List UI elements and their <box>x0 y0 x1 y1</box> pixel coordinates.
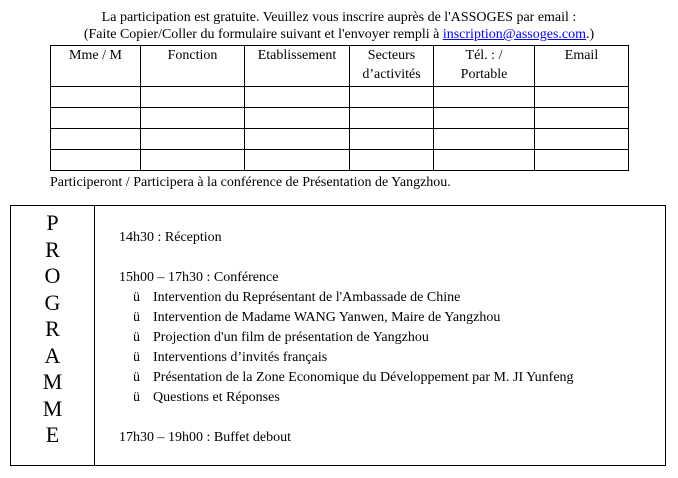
conference-line: 15h00 – 17h30 : Conférence <box>119 270 279 285</box>
table-cell[interactable] <box>245 150 350 171</box>
table-cell[interactable] <box>141 150 245 171</box>
programme-letter: A <box>44 342 61 368</box>
header-civility: Mme / M <box>51 46 141 87</box>
header-establishment: Etablissement <box>245 46 350 87</box>
table-cell[interactable] <box>245 87 350 108</box>
table-cell[interactable] <box>141 108 245 129</box>
intro-line-2-after: .) <box>586 27 595 42</box>
check-bullet-icon: ü <box>133 370 140 385</box>
table-cell[interactable] <box>141 129 245 150</box>
table-cell[interactable] <box>350 108 434 129</box>
check-bullet-icon: ü <box>133 310 140 325</box>
check-bullet-icon: ü <box>133 290 140 305</box>
programme-box <box>10 205 666 466</box>
check-bullet-icon: ü <box>133 330 140 345</box>
programme-letter: G <box>44 289 61 315</box>
table-row <box>51 108 629 129</box>
programme-letter: M <box>42 369 63 394</box>
programme-letter: E <box>45 422 60 447</box>
list-item: ü Questions et Réponses <box>119 388 655 408</box>
programme-letter: R <box>45 316 60 341</box>
registration-table <box>50 45 629 171</box>
programme-letter: O <box>44 263 61 288</box>
table-cell[interactable] <box>350 129 434 150</box>
table-cell[interactable] <box>245 129 350 150</box>
table-header-row <box>51 46 629 87</box>
table-cell[interactable] <box>51 150 141 171</box>
programme-letter: P <box>46 210 59 235</box>
list-item: ü Interventions d’invités français <box>119 348 655 368</box>
table-cell[interactable] <box>350 150 434 171</box>
intro-text <box>0 9 678 43</box>
table-cell[interactable] <box>535 108 629 129</box>
header-function: Fonction <box>141 46 245 87</box>
table-cell[interactable] <box>535 150 629 171</box>
intro-line-2-before: (Faite Copier/Coller du formulaire suivant et l'envoyer rempli à <box>83 27 443 42</box>
list-item: ü Présentation de la Zone Economique du Développement par M. JI Yunfeng <box>119 368 655 388</box>
reception-line: 14h30 : Réception <box>119 230 222 245</box>
list-item: ü Intervention du Représentant de l'Ambassade de Chine <box>119 288 655 308</box>
table-cell[interactable] <box>434 87 535 108</box>
table-cell[interactable] <box>535 87 629 108</box>
check-bullet-icon: ü <box>133 350 140 365</box>
programme-letter: R <box>45 236 60 262</box>
table-cell[interactable] <box>51 129 141 150</box>
buffet-line: 17h30 – 19h00 : Buffet debout <box>119 430 292 445</box>
intro-line-2 <box>0 26 678 43</box>
intro-line-1: La participation est gratuite. Veuillez vous inscrire auprès de l'ASSOGES par email : <box>101 10 577 25</box>
table-row <box>51 150 629 171</box>
programme-vertical-title <box>11 206 95 465</box>
header-email: Email <box>535 46 629 87</box>
table-row <box>51 87 629 108</box>
table-cell[interactable] <box>51 87 141 108</box>
table-cell[interactable] <box>350 87 434 108</box>
table-row <box>51 129 629 150</box>
table-cell[interactable] <box>434 129 535 150</box>
participation-text: Participeront / Participera à la conférence de Présentation de Yangzhou. <box>50 175 451 190</box>
list-item: ü Intervention de Madame WANG Yanwen, Maire de Yangzhou <box>119 308 655 328</box>
table-cell[interactable] <box>141 87 245 108</box>
programme-content <box>119 228 655 448</box>
list-item: ü Projection d'un film de présentation de Yangzhou <box>119 328 655 348</box>
email-link[interactable]: inscription@assoges.com <box>442 27 586 42</box>
table-cell[interactable] <box>51 108 141 129</box>
check-bullet-icon: ü <box>133 390 140 405</box>
programme-letter: M <box>42 395 63 421</box>
header-sectors: Secteurs d’activités <box>350 46 434 87</box>
conference-items <box>119 288 655 408</box>
table-cell[interactable] <box>434 108 535 129</box>
table-cell[interactable] <box>245 108 350 129</box>
table-cell[interactable] <box>535 129 629 150</box>
table-cell[interactable] <box>434 150 535 171</box>
header-phone: Tél. : / Portable <box>434 46 535 87</box>
